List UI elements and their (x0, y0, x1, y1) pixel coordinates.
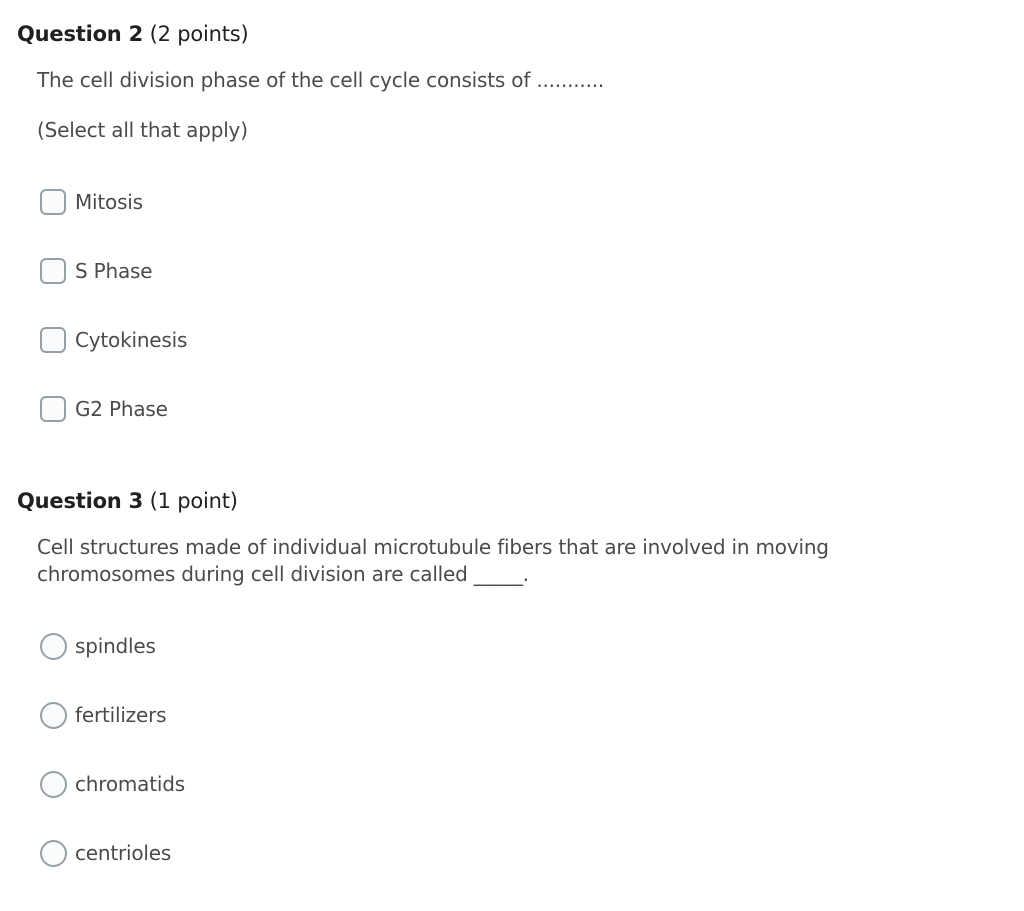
question-number: Question 2 (17, 22, 144, 46)
question-2-instruction: (Select all that apply) (37, 118, 248, 142)
question-3-prompt-line-2: chromosomes during cell division are called _____. (37, 562, 529, 586)
option-label: Mitosis (75, 190, 143, 214)
question-2-heading (17, 22, 249, 46)
question-3-prompt-line-1: Cell structures made of individual microtubule fibers that are involved in moving (37, 535, 829, 559)
question-points: (1 point) (149, 489, 238, 513)
checkbox[interactable] (40, 189, 66, 215)
question-2-prompt: The cell division phase of the cell cycle consists of ........... (37, 68, 605, 92)
option-label: centrioles (75, 841, 172, 865)
checkbox[interactable] (40, 327, 66, 353)
option-label: S Phase (75, 259, 153, 283)
option-fertilizers[interactable] (40, 701, 166, 729)
question-3-heading (17, 489, 238, 513)
option-mitosis[interactable] (40, 188, 143, 216)
radio-button[interactable] (40, 702, 67, 729)
checkbox[interactable] (40, 396, 66, 422)
option-chromatids[interactable] (40, 770, 185, 798)
option-centrioles[interactable] (40, 839, 171, 867)
checkbox[interactable] (40, 258, 66, 284)
option-label: fertilizers (75, 703, 167, 727)
option-cytokinesis[interactable] (40, 326, 187, 354)
option-s-phase[interactable] (40, 257, 152, 285)
option-label: G2 Phase (75, 397, 168, 421)
option-spindles[interactable] (40, 632, 156, 660)
radio-button[interactable] (40, 633, 67, 660)
question-number: Question 3 (17, 489, 144, 513)
option-label: chromatids (75, 772, 185, 796)
option-label: spindles (75, 634, 156, 658)
radio-button[interactable] (40, 771, 67, 798)
radio-button[interactable] (40, 840, 67, 867)
option-g2-phase[interactable] (40, 395, 168, 423)
question-points: (2 points) (149, 22, 249, 46)
option-label: Cytokinesis (75, 328, 188, 352)
